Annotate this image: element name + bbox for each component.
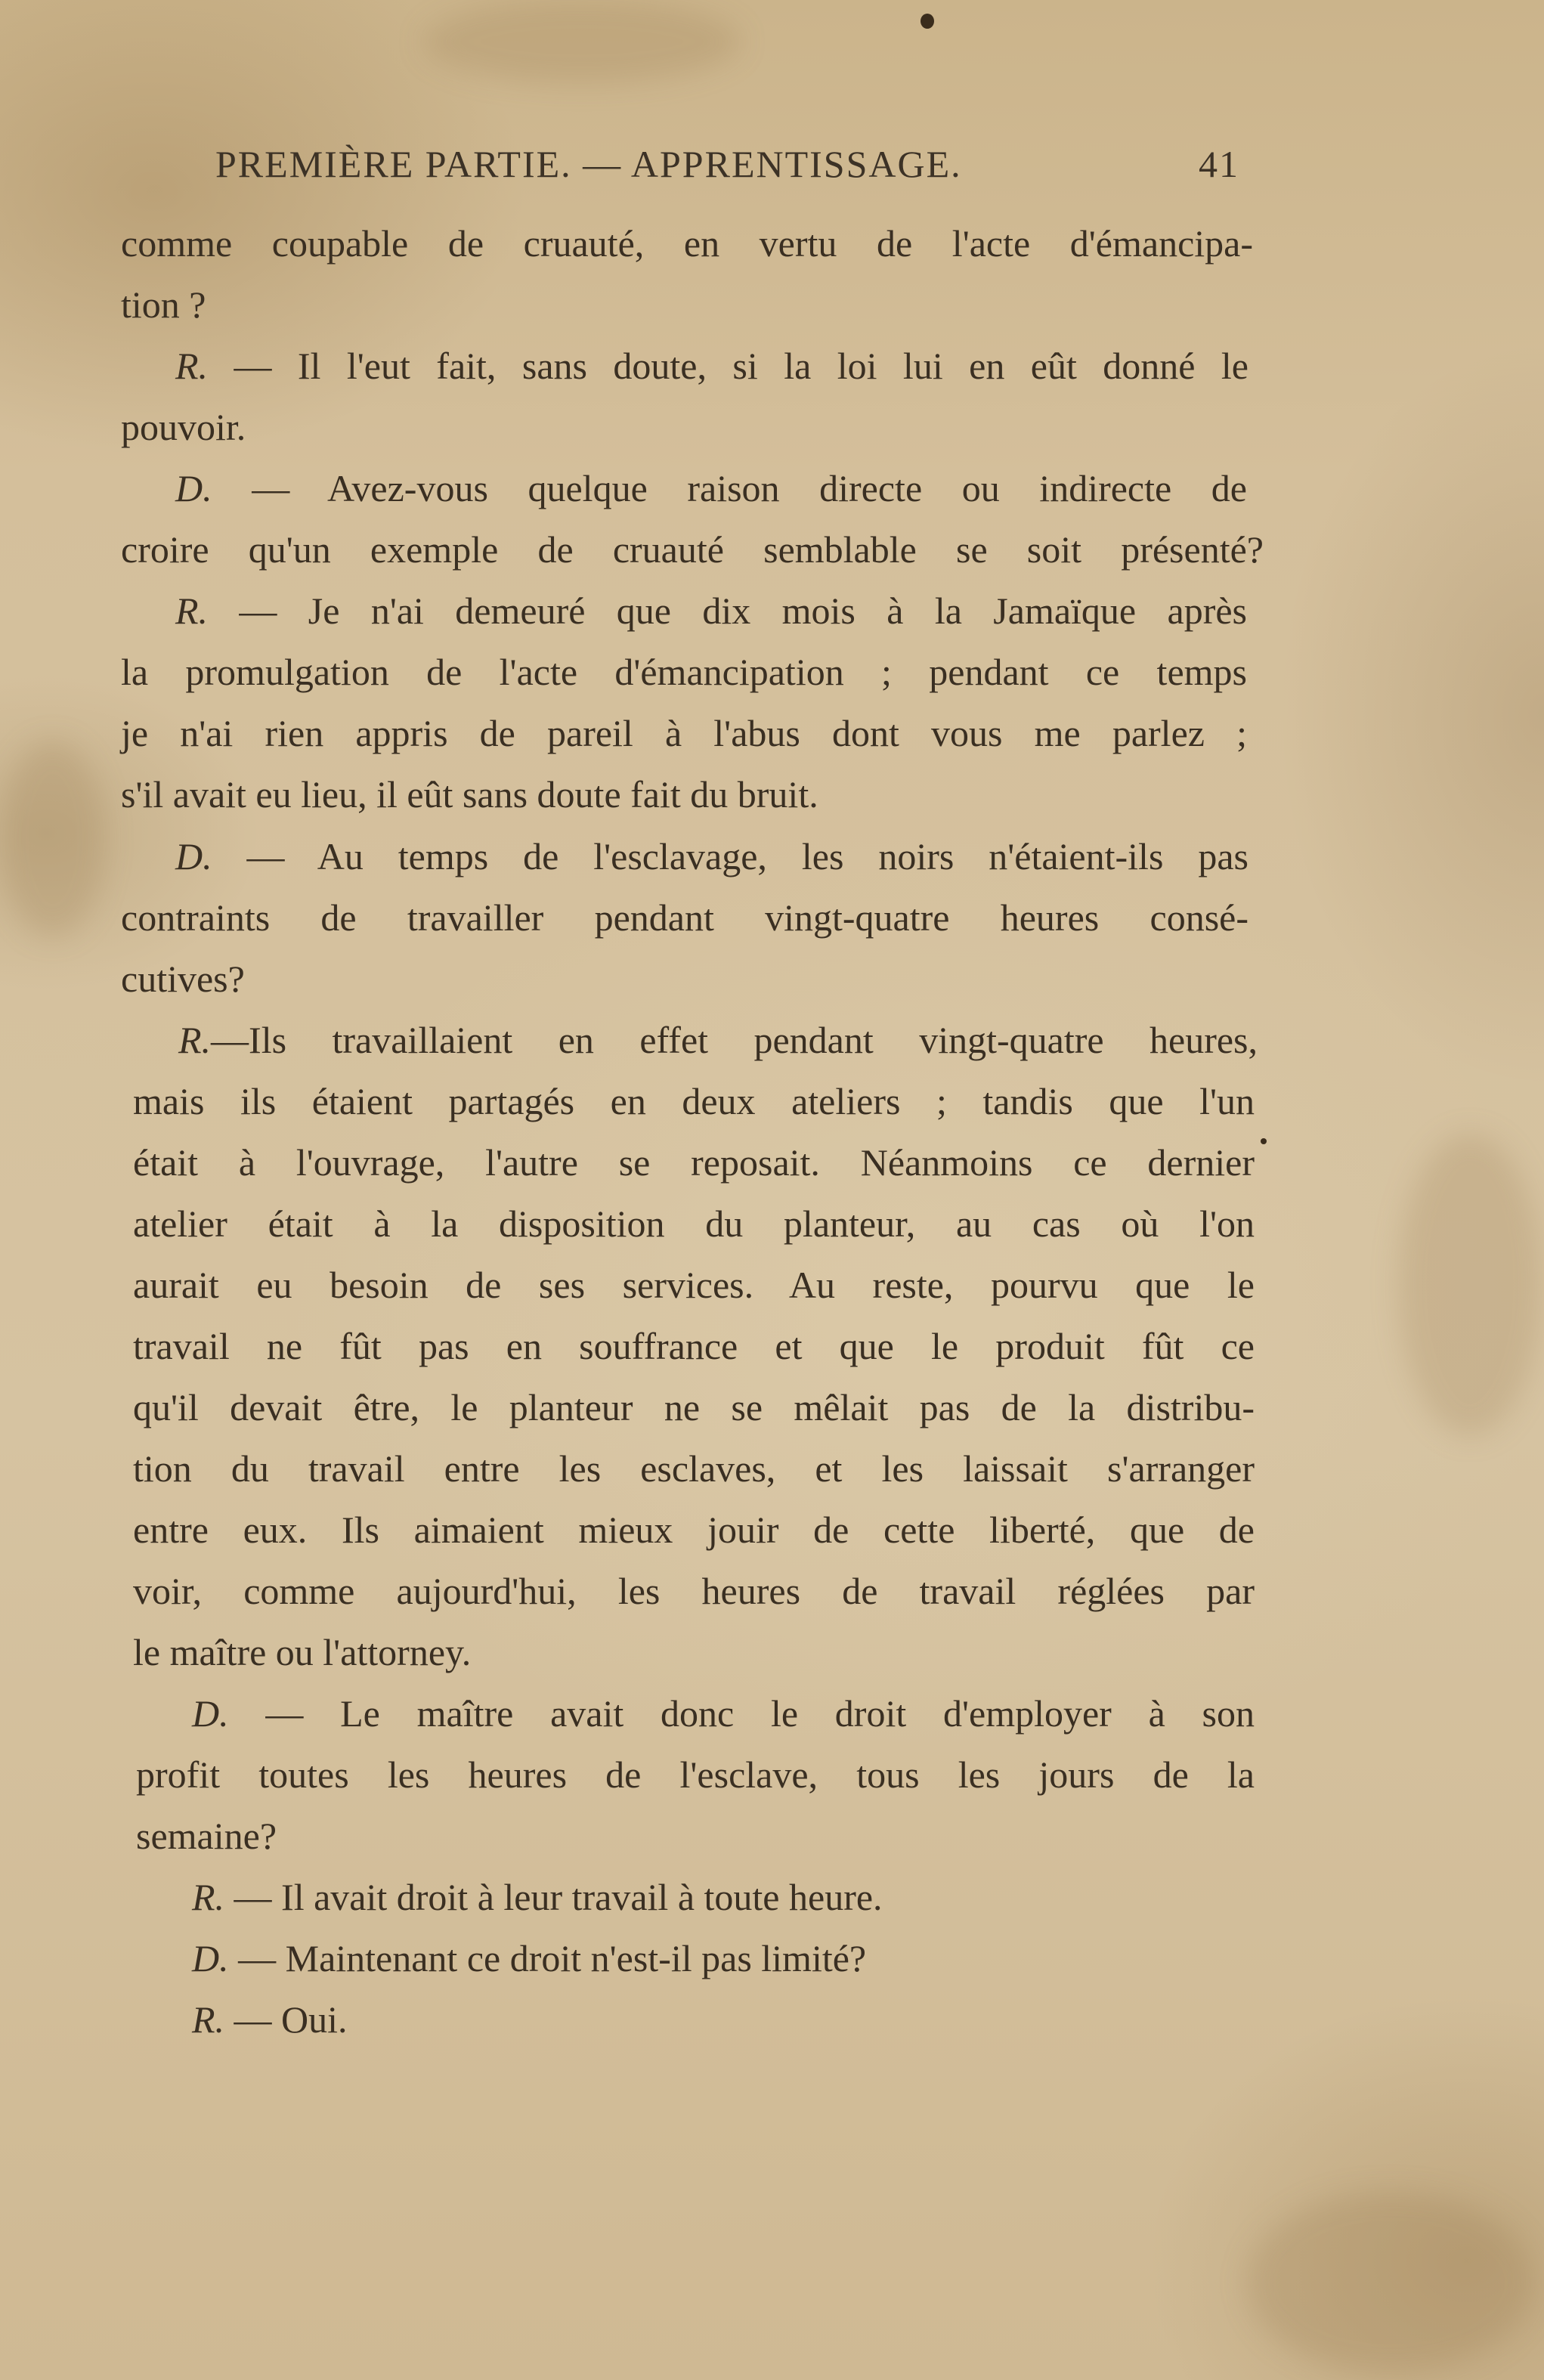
page-number: 41 bbox=[1199, 143, 1239, 185]
text-line: profit toutes les heures de l'esclave, tous les jours de la bbox=[136, 1753, 1255, 1796]
text-line: entre eux. Ils aimaient mieux jouir de cette liberté, que de bbox=[133, 1509, 1255, 1551]
ink-speck bbox=[921, 14, 934, 29]
text-line: mais ils étaient partagés en deux ateliers ; tandis que l'un bbox=[133, 1080, 1255, 1122]
running-header bbox=[215, 142, 1239, 203]
paper-stain bbox=[423, 0, 741, 83]
paper-stain bbox=[1398, 1134, 1542, 1436]
running-title: PREMIÈRE PARTIE. — APPRENTISSAGE. bbox=[215, 143, 962, 185]
text-line: voir, comme aujourd'hui, les heures de travail réglées par bbox=[133, 1570, 1255, 1612]
text-line: je n'ai rien appris de pareil à l'abus dont vous me parlez ; bbox=[121, 712, 1247, 754]
paper-stain bbox=[1247, 2192, 1534, 2373]
ink-speck bbox=[1261, 1138, 1267, 1144]
text-line: était à l'ouvrage, l'autre se reposait. Néanmoins ce dernier bbox=[133, 1141, 1255, 1184]
text-line: R. — Il l'eut fait, sans doute, si la loi lui en eût donné le bbox=[175, 345, 1249, 387]
text-line: R. — Je n'ai demeuré que dix mois à la Jamaïque après bbox=[175, 590, 1247, 632]
text-line: travail ne fût pas en souffrance et que le produit fût ce bbox=[133, 1325, 1255, 1367]
text-line: R.—Ils travaillaient en effet pendant vingt-quatre heures, bbox=[178, 1019, 1258, 1061]
text-line: D. — Avez-vous quelque raison directe ou indirecte de bbox=[175, 467, 1247, 509]
text-line: tion du travail entre les esclaves, et les laissait s'arranger bbox=[133, 1447, 1255, 1490]
speaker-label: R. bbox=[175, 345, 209, 387]
text-line: qu'il devait être, le planteur ne se mêlait pas de la distribu- bbox=[133, 1386, 1255, 1428]
speaker-label: R. bbox=[192, 1876, 225, 1918]
speaker-label: D. bbox=[175, 835, 212, 877]
paper-stain bbox=[0, 741, 106, 937]
text-line: s'il avait eu lieu, il eût sans doute fait du bruit. bbox=[121, 773, 818, 816]
text-line: D. — Le maître avait donc le droit d'employer à son bbox=[192, 1692, 1255, 1735]
text-line: la promulgation de l'acte d'émancipation ; pendant ce temps bbox=[121, 651, 1247, 693]
text-line: D. — Au temps de l'esclavage, les noirs n'étaient-ils pas bbox=[175, 835, 1249, 877]
text-line: aurait eu besoin de ses services. Au reste, pourvu que le bbox=[133, 1264, 1255, 1306]
speaker-label: D. bbox=[192, 1692, 229, 1735]
text-line: le maître ou l'attorney. bbox=[133, 1631, 472, 1673]
text-line: croire qu'un exemple de cruauté semblable se soit présenté? bbox=[121, 528, 1264, 571]
speaker-label: R. bbox=[175, 590, 209, 632]
text-line: atelier était à la disposition du planteur, au cas où l'on bbox=[133, 1202, 1255, 1245]
text-line: R. — Il avait droit à leur travail à toute heure. bbox=[192, 1876, 883, 1918]
text-line: D. — Maintenant ce droit n'est-il pas limité? bbox=[192, 1937, 867, 1979]
text-line: semaine? bbox=[136, 1815, 277, 1857]
text-line: comme coupable de cruauté, en vertu de l'acte d'émancipa- bbox=[121, 222, 1253, 265]
text-line: cutives? bbox=[121, 958, 245, 1000]
text-line: R. — Oui. bbox=[192, 1998, 348, 2041]
text-line: pouvoir. bbox=[121, 406, 246, 448]
speaker-label: D. bbox=[175, 467, 212, 509]
speaker-label: R. bbox=[192, 1998, 225, 2041]
text-line: tion ? bbox=[121, 283, 206, 326]
text-line: contraints de travailler pendant vingt-quatre heures consé- bbox=[121, 896, 1249, 939]
speaker-label: D. bbox=[192, 1937, 229, 1979]
speaker-label: R. bbox=[178, 1019, 212, 1061]
